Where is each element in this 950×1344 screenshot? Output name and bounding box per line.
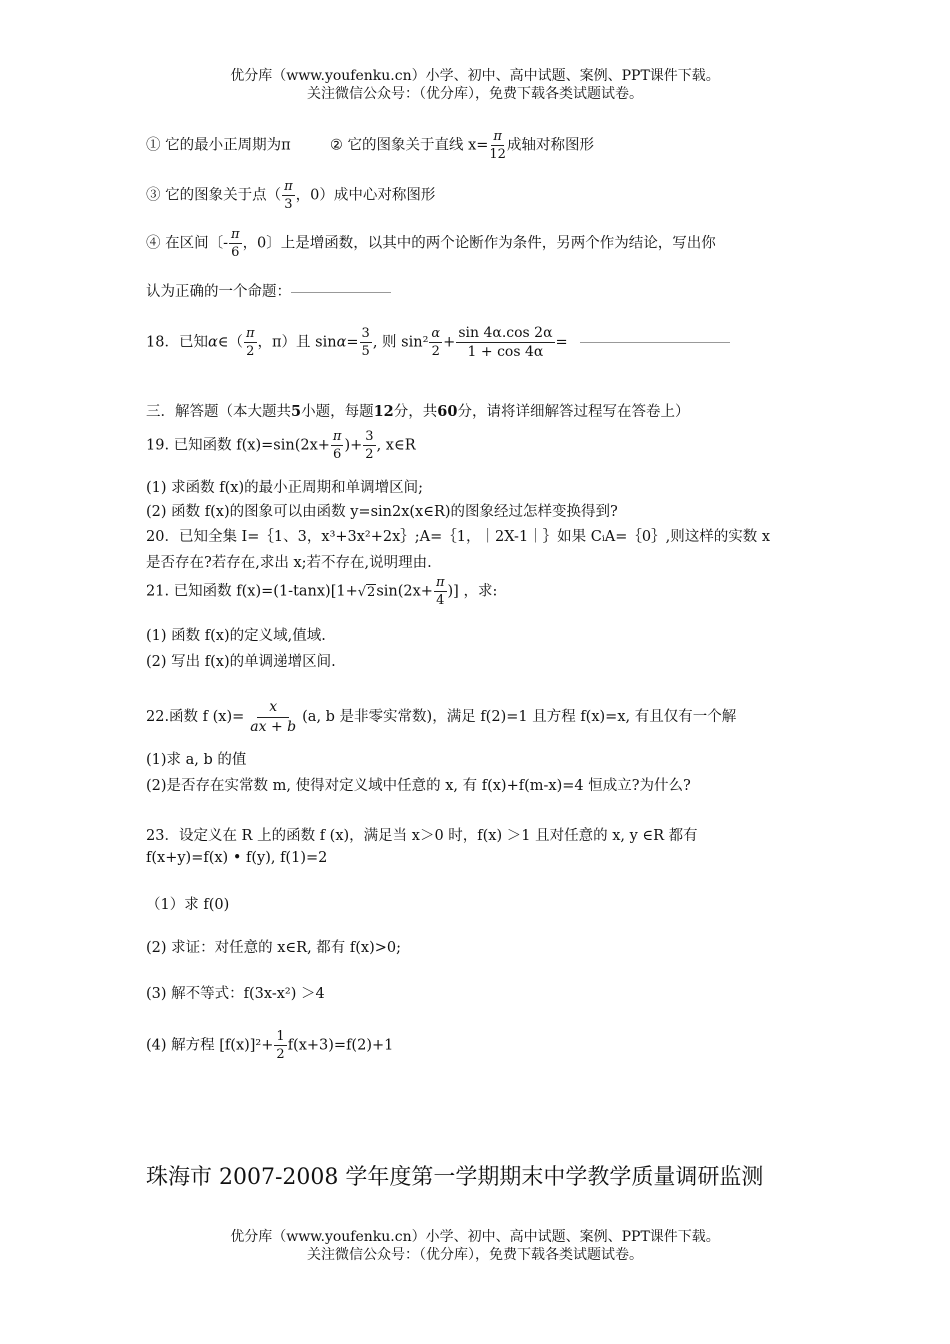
q17-statement-2: ② 它的图象关于直线 x=: [329, 137, 489, 154]
q23-part-3: (3) 解不等式：f(3x-x²) ＞4: [146, 986, 325, 1002]
q17-prompt: 认为正确的一个命题：: [146, 280, 391, 301]
fraction: $\frac{x}{ax + b}$: [250, 699, 297, 735]
q20-line-1: 20．已知全集 I=｛1、3，x³+3x²+2x｝;A=｛1，｜2X-1｜｝如果 CᵢA=｛0｝,则这样的实数 x: [146, 529, 771, 545]
q21: 21. 已知函数 f(x)=(1-tanx)[1+√2sin(2x+ $\frac{\pi}{4}$ )] ，求:: [146, 575, 498, 608]
fraction: $\frac{3}{5}$: [361, 326, 370, 359]
fraction: $\frac{\pi}{2}$: [245, 326, 255, 359]
fraction: $\frac{\pi}{6}$: [332, 429, 342, 462]
fraction: $\frac{3}{2}$: [365, 429, 374, 462]
q18: 18．已知α∈（ $\frac{\pi}{2}$ ，π）且 sinα= $\frac{3}{5}$ , 则 sin² $\frac{\alpha}{2}$ + $\frac{\sin 4\alpha.\cos 2\alpha}{1 + \cos 4\alpha}$ =: [146, 326, 730, 359]
header-line-1: 优分库（www.youfenku.cn）小学、初中、高中试题、案例、PPT课件下载。: [230, 68, 720, 84]
q23-part-4: (4) 解方程 [f(x)]²+ $\frac{1}{2}$ f(x+3)=f(2)+1: [146, 1029, 394, 1062]
q19-part-1: (1) 求函数 f(x)的最小正周期和单调增区间;: [146, 480, 423, 496]
sqrt: √2: [357, 584, 376, 600]
footer-line-1: 优分库（www.youfenku.cn）小学、初中、高中试题、案例、PPT课件下载。: [230, 1229, 720, 1245]
q23-part-1: （1）求 f(0): [146, 897, 230, 913]
q23-line-1: 23．设定义在 R 上的函数 f (x)，满足当 x＞0 时，f(x) ＞1 且对任意的 x, y ∈R 都有: [146, 828, 698, 844]
q17-statement-1: ① 它的最小正周期为π: [146, 137, 291, 154]
fraction: $\frac{1}{2}$: [276, 1029, 285, 1062]
q17-statement-3: ③ 它的图象关于点（ $\frac{\pi}{3}$ ，0）成中心对称图形: [146, 179, 436, 212]
fraction: $\frac{\pi}{6}$: [231, 227, 240, 260]
q17-statement-4: ④ 在区间〔- $\frac{\pi}{6}$ ，0〕上是增函数，以其中的两个论断作为条件，另两个作为结论，写出你: [146, 227, 716, 260]
q19-part-2: (2) 函数 f(x)的图象可以由函数 y=sin2x(x∈R)的图象经过怎样变换得到?: [146, 504, 618, 520]
fraction: $\frac{\alpha}{2}$: [431, 326, 441, 359]
answer-blank[interactable]: [580, 342, 730, 343]
q17-statements-1-2: ① 它的最小正周期为π ② 它的图象关于直线 x= $\frac{\pi}{12}$ 成轴对称图形: [146, 129, 594, 162]
section-3-header: 三．解答题（本大题共5小题，每题12分，共60分，请将详细解答过程写在答卷上）: [146, 403, 690, 420]
q23-part-2: (2) 求证：对任意的 x∈R, 都有 f(x)>0;: [146, 940, 402, 956]
fraction: $\frac{\sin 4\alpha.\cos 2\alpha}{1 + \cos 4\alpha}$: [458, 325, 553, 360]
q21-part-1: (1) 函数 f(x)的定义域,值域.: [146, 628, 326, 644]
q22-part-2: (2)是否存在实常数 m, 使得对定义域中任意的 x, 有 f(x)+f(m-x)=4 恒成立?为什么?: [146, 778, 691, 794]
q22: 22.函数 f (x)= $\frac{x}{ax + b}$ (a, b 是非零实常数)，满足 f(2)=1 且方程 f(x)=x, 有且仅有一个解: [146, 699, 737, 735]
footer-line-2: 关注微信公众号：（优分库），免费下载各类试题试卷。: [307, 1247, 643, 1263]
fraction: $\frac{\pi}{12}$: [489, 129, 506, 162]
q19: 19. 已知函数 f(x)=sin(2x+ $\frac{\pi}{6}$ )+ $\frac{3}{2}$ , x∈R: [146, 429, 416, 462]
fraction: $\frac{\pi}{3}$: [284, 179, 293, 212]
q20-line-2: 是否存在?若存在,求出 x;若不存在,说明理由.: [146, 555, 432, 571]
q21-part-2: (2) 写出 f(x)的单调递增区间.: [146, 654, 336, 670]
answer-blank[interactable]: [291, 292, 391, 293]
q22-part-1: (1)求 a, b 的值: [146, 752, 247, 768]
header-line-2: 关注微信公众号：（优分库），免费下载各类试题试卷。: [307, 86, 643, 102]
q23-line-2: f(x+y)=f(x) • f(y), f(1)=2: [146, 850, 328, 866]
fraction: $\frac{\pi}{4}$: [435, 575, 445, 608]
page-title: 珠海市 2007-2008 学年度第一学期期末中学教学质量调研监测: [146, 1165, 764, 1190]
